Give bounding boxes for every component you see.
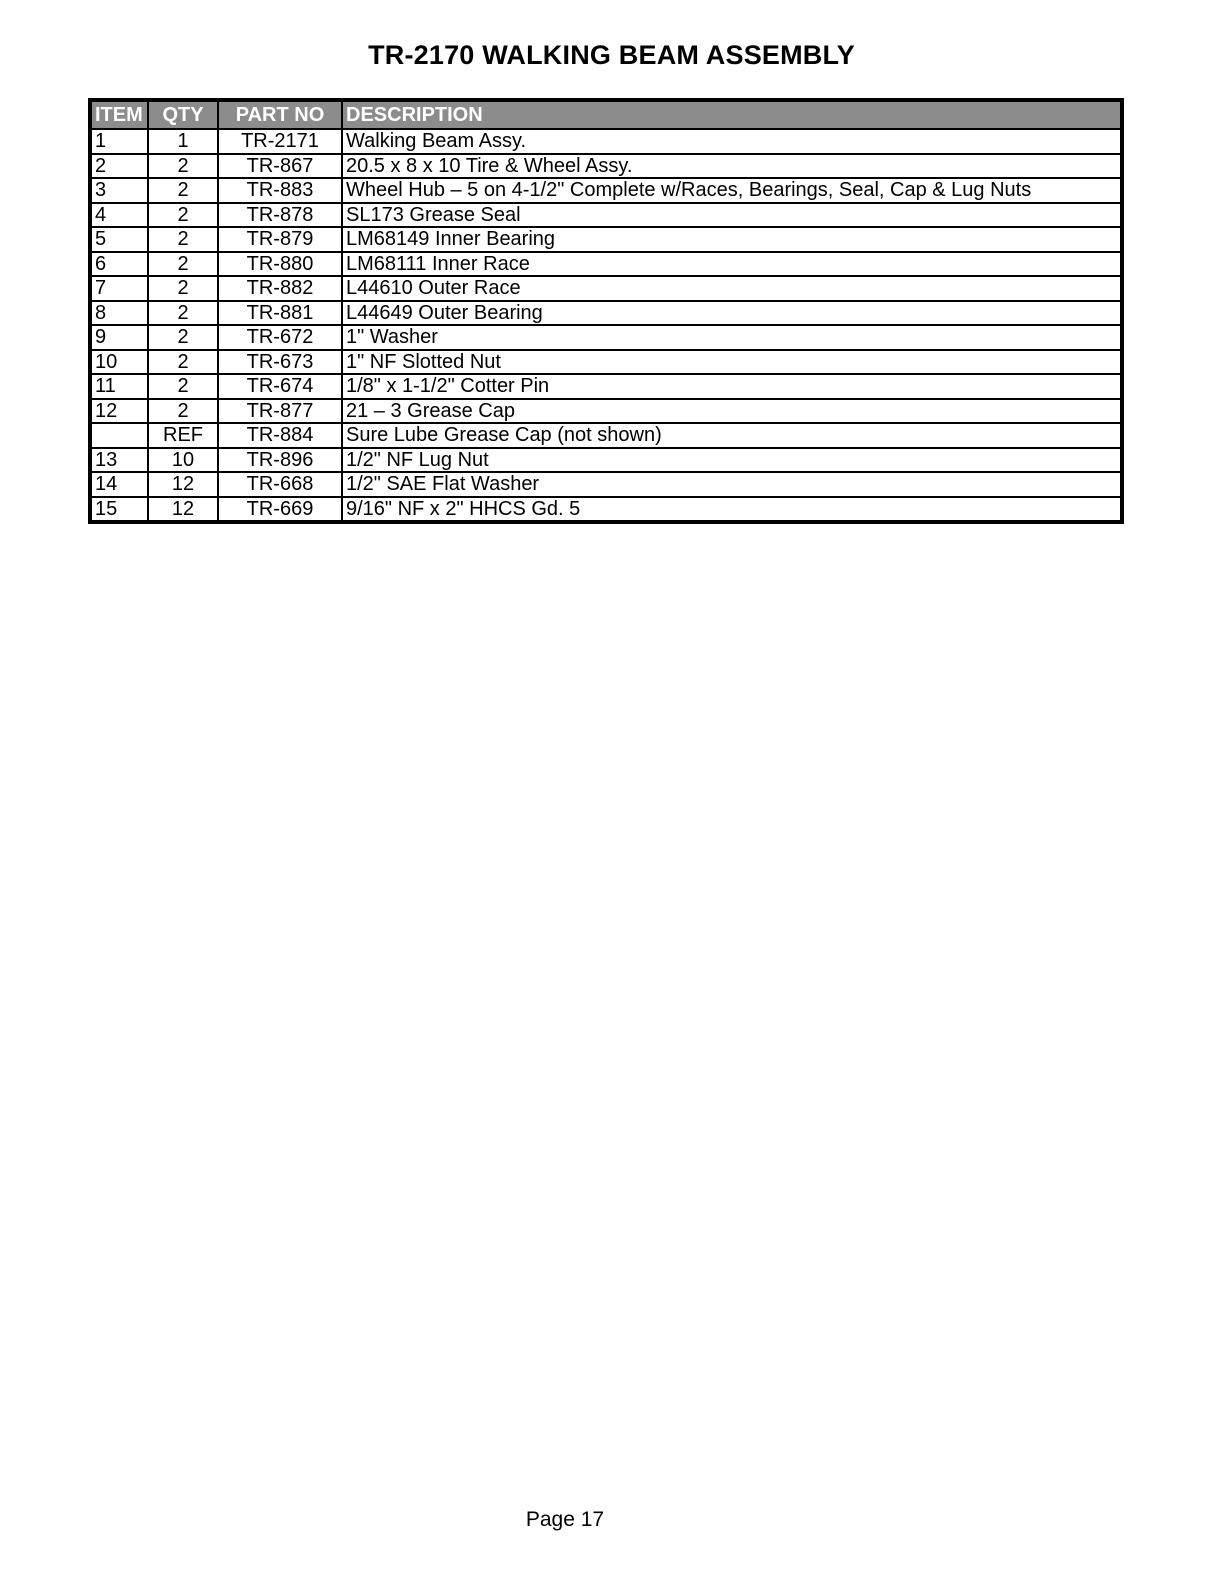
table-row <box>90 472 1122 497</box>
table-row <box>90 276 1122 301</box>
table-row <box>90 154 1122 179</box>
qty-cell: 2 <box>148 154 218 179</box>
item-cell: 9 <box>90 325 148 350</box>
part-no-cell: TR-877 <box>218 399 342 424</box>
table-row <box>90 374 1122 399</box>
table-row <box>90 178 1122 203</box>
header-item: ITEM <box>90 100 148 129</box>
item-cell: 3 <box>90 178 148 203</box>
qty-cell: 12 <box>148 472 218 497</box>
header-qty: QTY <box>148 100 218 129</box>
description-cell: SL173 Grease Seal <box>342 203 1122 228</box>
table-row <box>90 301 1122 326</box>
item-cell: 15 <box>90 497 148 523</box>
description-cell: L44610 Outer Race <box>342 276 1122 301</box>
page-number: Page 17 <box>525 1508 605 1531</box>
description-cell: 1" Washer <box>342 325 1122 350</box>
table-row <box>90 227 1122 252</box>
qty-cell: 2 <box>148 374 218 399</box>
description-cell: 21 – 3 Grease Cap <box>342 399 1122 424</box>
table-row <box>90 325 1122 350</box>
parts-table-body <box>90 129 1122 522</box>
item-cell: 8 <box>90 301 148 326</box>
qty-cell: 2 <box>148 252 218 277</box>
part-no-cell: TR-867 <box>218 154 342 179</box>
item-cell: 4 <box>90 203 148 228</box>
part-no-cell: TR-672 <box>218 325 342 350</box>
part-no-cell: TR-883 <box>218 178 342 203</box>
part-no-cell: TR-880 <box>218 252 342 277</box>
qty-cell: 2 <box>148 227 218 252</box>
description-cell: 1/8" x 1-1/2" Cotter Pin <box>342 374 1122 399</box>
item-cell: 2 <box>90 154 148 179</box>
part-no-cell: TR-673 <box>218 350 342 375</box>
qty-cell: 2 <box>148 178 218 203</box>
description-cell: LM68111 Inner Race <box>342 252 1122 277</box>
item-cell: 1 <box>90 129 148 154</box>
description-cell: Walking Beam Assy. <box>342 129 1122 154</box>
qty-cell: 1 <box>148 129 218 154</box>
item-cell: 12 <box>90 399 148 424</box>
table-row <box>90 448 1122 473</box>
qty-cell: 2 <box>148 350 218 375</box>
table-row <box>90 129 1122 154</box>
part-no-cell: TR-674 <box>218 374 342 399</box>
table-row <box>90 423 1122 448</box>
table-header-row <box>90 100 1122 129</box>
table-row <box>90 350 1122 375</box>
page-title: TR-2170 WALKING BEAM ASSEMBLY <box>368 40 855 70</box>
part-no-cell: TR-668 <box>218 472 342 497</box>
table-row <box>90 252 1122 277</box>
header-description: DESCRIPTION <box>342 100 1122 129</box>
item-cell: 10 <box>90 350 148 375</box>
description-cell: 20.5 x 8 x 10 Tire & Wheel Assy. <box>342 154 1122 179</box>
part-no-cell: TR-878 <box>218 203 342 228</box>
part-no-cell: TR-2171 <box>218 129 342 154</box>
item-cell: 11 <box>90 374 148 399</box>
qty-cell: REF <box>148 423 218 448</box>
item-cell: 5 <box>90 227 148 252</box>
description-cell: Wheel Hub – 5 on 4-1/2" Complete w/Races, Bearings, Seal, Cap & Lug Nuts <box>342 178 1122 203</box>
description-cell: LM68149 Inner Bearing <box>342 227 1122 252</box>
part-no-cell: TR-882 <box>218 276 342 301</box>
part-no-cell: TR-884 <box>218 423 342 448</box>
header-part-no: PART NO <box>218 100 342 129</box>
qty-cell: 2 <box>148 276 218 301</box>
qty-cell: 10 <box>148 448 218 473</box>
table-row <box>90 399 1122 424</box>
part-no-cell: TR-896 <box>218 448 342 473</box>
table-row <box>90 203 1122 228</box>
qty-cell: 2 <box>148 301 218 326</box>
parts-list-table <box>88 98 1124 524</box>
qty-cell: 2 <box>148 203 218 228</box>
item-cell: 14 <box>90 472 148 497</box>
description-cell: 9/16" NF x 2" HHCS Gd. 5 <box>342 497 1122 523</box>
description-cell: Sure Lube Grease Cap (not shown) <box>342 423 1122 448</box>
part-no-cell: TR-879 <box>218 227 342 252</box>
item-cell: 6 <box>90 252 148 277</box>
qty-cell: 12 <box>148 497 218 523</box>
item-cell: 7 <box>90 276 148 301</box>
table-row <box>90 497 1122 523</box>
description-cell: L44649 Outer Bearing <box>342 301 1122 326</box>
description-cell: 1/2" NF Lug Nut <box>342 448 1122 473</box>
item-cell <box>90 423 148 448</box>
part-no-cell: TR-881 <box>218 301 342 326</box>
description-cell: 1" NF Slotted Nut <box>342 350 1122 375</box>
qty-cell: 2 <box>148 399 218 424</box>
item-cell: 13 <box>90 448 148 473</box>
part-no-cell: TR-669 <box>218 497 342 523</box>
description-cell: 1/2" SAE Flat Washer <box>342 472 1122 497</box>
qty-cell: 2 <box>148 325 218 350</box>
